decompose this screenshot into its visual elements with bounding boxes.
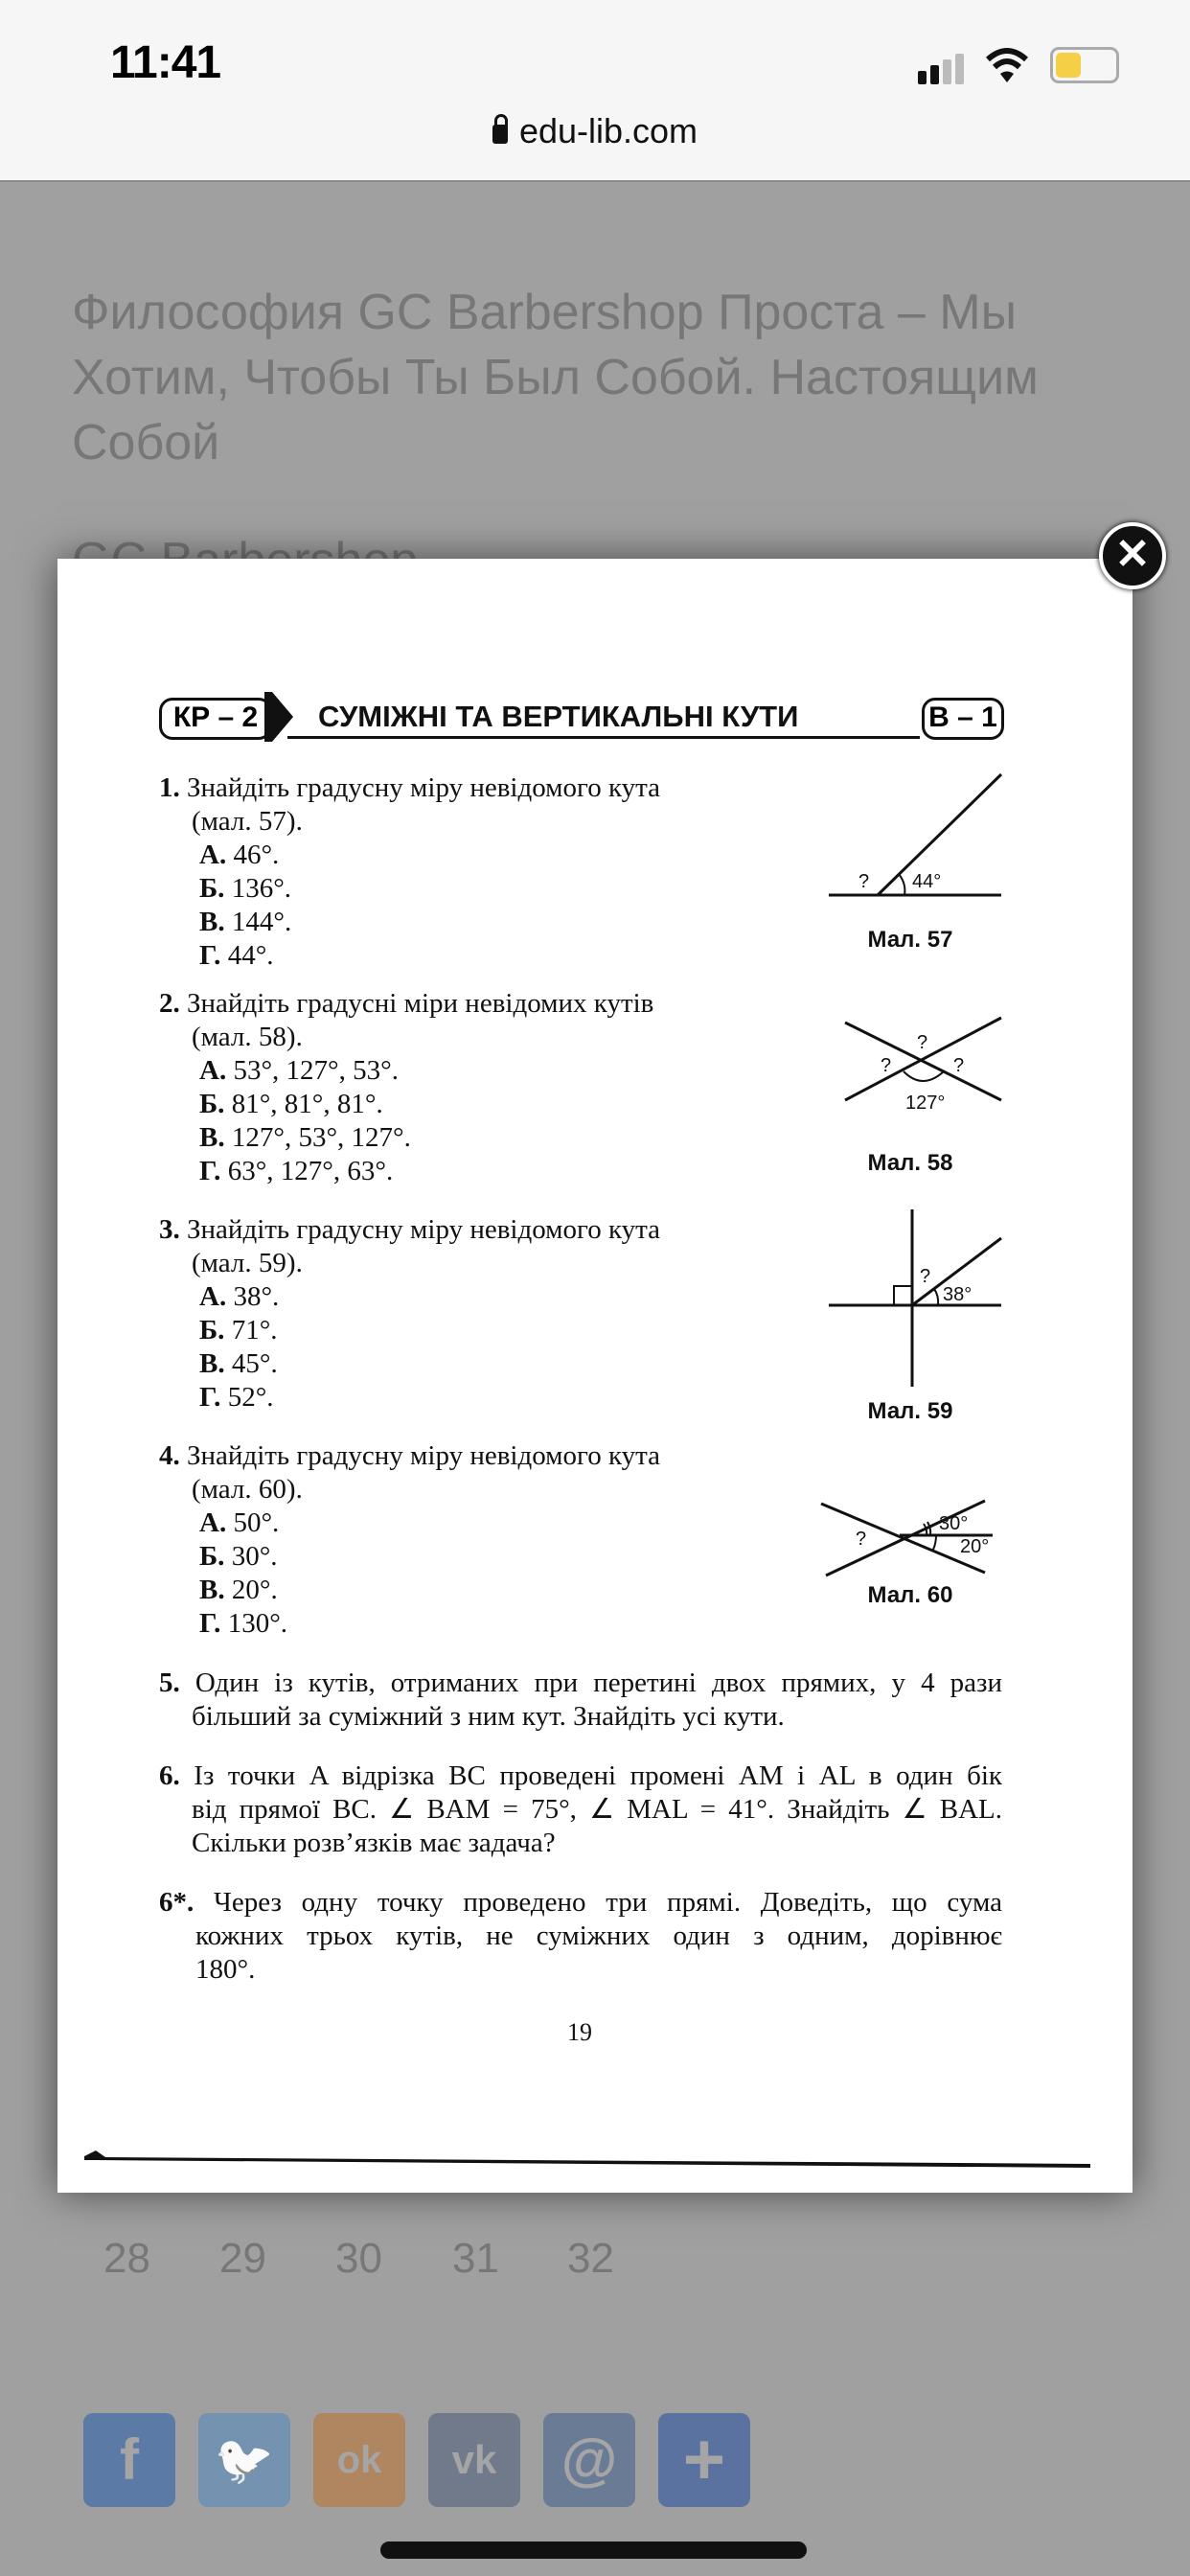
option-value: 45°. (231, 1348, 278, 1379)
option-letter: А. (199, 1055, 227, 1086)
option-letter: Г. (199, 940, 221, 971)
option-letter: А. (199, 1507, 227, 1538)
option-value: 81°, 81°, 81°. (231, 1089, 383, 1119)
mail-icon: @ (561, 2427, 618, 2492)
option-value: 144°. (231, 907, 292, 937)
question-text: (мал. 58). (192, 1022, 303, 1052)
option-value: 136°. (231, 873, 292, 904)
question-number: 6*. (159, 1887, 195, 1918)
option-letter: Б. (199, 1089, 225, 1119)
option-letter: А. (199, 840, 227, 870)
figure-mark: ? (917, 1032, 928, 1053)
question-number: 1. (159, 772, 180, 803)
figure-mark: ? (881, 1055, 892, 1076)
figure-label: Мал. 60 (867, 1582, 953, 1608)
close-icon: ✕ (1114, 531, 1151, 578)
question-text: Скільки розв’язків має задача? (192, 1828, 556, 1858)
figure-mark: ? (858, 871, 870, 892)
twitter-icon: 🐦 (214, 2433, 275, 2487)
option-letter: В. (199, 907, 225, 937)
figure-mark: 20° (960, 1536, 990, 1557)
option-value: 38°. (233, 1281, 280, 1312)
angle-arc (904, 1071, 944, 1081)
angle-arc (933, 1535, 936, 1550)
figure-mark: ? (856, 1529, 867, 1550)
option-value: 63°, 127°, 63°. (227, 1156, 394, 1186)
figure-mark: ? (920, 1266, 931, 1287)
worksheet-title: СУМІЖНІ ТА ВЕРТИКАЛЬНІ КУТИ (318, 700, 799, 733)
option-letter: В. (199, 1575, 225, 1605)
worksheet-badge: КР – 2 (159, 698, 272, 740)
option-value: 50°. (233, 1507, 280, 1538)
figure-mark: 127° (905, 1092, 946, 1114)
variant-badge: В – 1 (922, 698, 1004, 740)
angle-arc (899, 874, 904, 895)
option-letter: Г. (199, 1156, 221, 1186)
question-text: (мал. 59). (192, 1248, 303, 1278)
question-text: Із точки A відрізка BC проведені промені AM і AL в один бік (194, 1760, 1002, 1791)
facebook-icon: f (120, 2427, 139, 2492)
option-value: 53°, 127°, 53°. (233, 1055, 399, 1086)
figure-60 (821, 1501, 993, 1576)
question-text: Знайдіть градусну міру невідомого кута (187, 1214, 661, 1245)
page-bottom-line (84, 2150, 1090, 2168)
option-value: 44°. (227, 940, 274, 971)
pagination-link[interactable]: 28 (103, 2235, 150, 2282)
option-letter: В. (199, 1122, 225, 1153)
option-value: 71°. (231, 1315, 278, 1346)
vk-icon: vk (451, 2437, 497, 2482)
question-text: 180°. (195, 1954, 256, 1985)
question-text: більший за суміжний з ним кут. Знайдіть усі кути. (192, 1701, 785, 1732)
pagination-link[interactable]: 32 (567, 2235, 614, 2282)
option-value: 127°, 53°, 127°. (231, 1122, 411, 1153)
odnoklassniki-icon: ok (336, 2439, 382, 2481)
option-value: 30°. (231, 1541, 278, 1572)
right-angle-mark (894, 1286, 912, 1305)
option-letter: Г. (199, 1382, 221, 1413)
figure-58 (845, 1018, 1001, 1114)
figure-label: Мал. 57 (867, 927, 953, 953)
figure-mark: 30° (939, 1513, 969, 1534)
question-number: 2. (159, 988, 180, 1019)
question-text: від прямої BC. ∠ BAM = 75°, ∠ MAL = 41°. Знайдіть ∠ BAL. (192, 1794, 1002, 1825)
question-text: Знайдіть градусні міри невідомих кутів (187, 988, 654, 1019)
question-text: Знайдіть градусну міру невідомого кута (187, 772, 661, 803)
status-time: 11:41 (110, 37, 221, 88)
question-text: (мал. 60). (192, 1474, 303, 1505)
option-value: 46°. (233, 840, 280, 870)
option-value: 52°. (227, 1382, 274, 1413)
page-number: 19 (567, 2018, 592, 2046)
pagination-link[interactable]: 30 (335, 2235, 382, 2282)
option-value: 20°. (231, 1575, 278, 1605)
question-number: 5. (159, 1668, 180, 1698)
question-number: 3. (159, 1214, 180, 1245)
question-text: Знайдіть градусну міру невідомого кута (187, 1440, 661, 1471)
option-letter: А. (199, 1281, 227, 1312)
angle-arc (934, 1289, 938, 1305)
option-letter: Б. (199, 1315, 225, 1346)
option-value: 130°. (227, 1608, 288, 1639)
question-text: кожних трьох кутів, не суміжних один з одним, дорівнює (195, 1920, 1002, 1951)
url-text: edu-lib.com (518, 111, 698, 150)
figure-mark: ? (953, 1055, 965, 1076)
option-letter: Б. (199, 1541, 225, 1572)
question-text: Один із кутів, отриманих при перетині двох прямих, у 4 рази (195, 1668, 1003, 1698)
pagination-link[interactable]: 29 (219, 2235, 266, 2282)
figure-mark: 44° (912, 871, 942, 892)
question-text: (мал. 57). (192, 806, 303, 837)
question-number: 6. (159, 1760, 180, 1791)
figure-mark: 38° (943, 1284, 973, 1305)
figure-label: Мал. 58 (867, 1150, 953, 1176)
figure-label: Мал. 59 (867, 1398, 953, 1424)
figure-59 (829, 1209, 1001, 1387)
article-title: Философия GC Barbershop Проста – Мы Хотим, Чтобы Ты Был Собой. Настоящим Собой (72, 285, 1039, 471)
question-text: Через одну точку проведено три прямі. Доведіть, що сума (214, 1887, 1003, 1918)
option-letter: Г. (199, 1608, 221, 1639)
plus-icon: + (682, 2419, 726, 2500)
option-letter: В. (199, 1348, 225, 1379)
pagination-link[interactable]: 31 (452, 2235, 499, 2282)
home-indicator (380, 2542, 807, 2559)
question-number: 4. (159, 1440, 180, 1471)
figure-57 (829, 774, 1001, 895)
option-letter: Б. (199, 873, 225, 904)
